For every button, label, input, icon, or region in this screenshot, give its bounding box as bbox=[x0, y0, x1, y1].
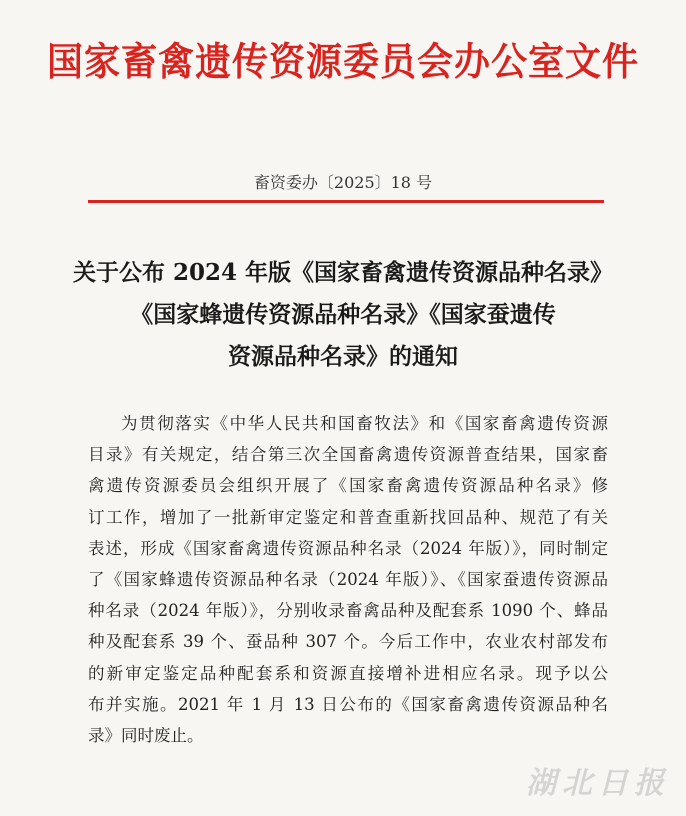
notice-title-line: 资源品种名录》的通知 bbox=[228, 343, 458, 370]
document-number: 畜资委办〔2025〕18 号 bbox=[253, 173, 433, 192]
body-line: 的新审定鉴定品种配套系和资源直接增补进相应名录。现予以公 bbox=[88, 663, 608, 683]
body-line: 种名录（2024 年版）》，分别收录畜禽品种及配套系 1090 个、蜂品 bbox=[88, 601, 608, 621]
notice-title-line: 《国家蜂遗传资源品种名录》《国家蚕遗传 bbox=[130, 301, 556, 328]
body-line: 了《国家蜂遗传资源品种名录（2024 年版）》、《国家蚕遗传资源品 bbox=[88, 570, 608, 590]
body-line: 禽遗传资源委员会组织开展了《国家畜禽遗传资源品种名录》修 bbox=[88, 476, 608, 496]
body-line: 表述，形成《国家畜禽遗传资源品种名录（2024 年版）》，同时制定 bbox=[88, 538, 608, 558]
notice-body bbox=[88, 408, 608, 751]
notice-title bbox=[40, 252, 646, 378]
issuing-office-title: 国家畜禽遗传资源委员会办公室文件 bbox=[46, 40, 639, 85]
notice-title-line: 关于公布 2024 年版《国家畜禽遗传资源品种名录》 bbox=[72, 259, 614, 286]
body-line: 为贯彻落实《中华人民共和国畜牧法》和《国家畜禽遗传资源 bbox=[121, 414, 608, 433]
body-line: 订工作，增加了一批新审定鉴定和普查重新找回品种、规范了有关 bbox=[88, 507, 608, 527]
body-line: 录》同时废止。 bbox=[88, 726, 204, 746]
body-line: 种及配套系 39 个、蚕品种 307 个。今后工作中，农业农村部发布 bbox=[88, 632, 608, 652]
body-line: 布并实施。2021 年 1 月 13 日公布的《国家畜禽遗传资源品种名 bbox=[88, 694, 608, 714]
body-line: 目录》有关规定，结合第三次全国畜禽遗传资源普查结果，国家畜 bbox=[88, 445, 608, 465]
newspaper-watermark: 湖北日报 bbox=[526, 766, 670, 801]
red-divider-line bbox=[88, 200, 604, 203]
